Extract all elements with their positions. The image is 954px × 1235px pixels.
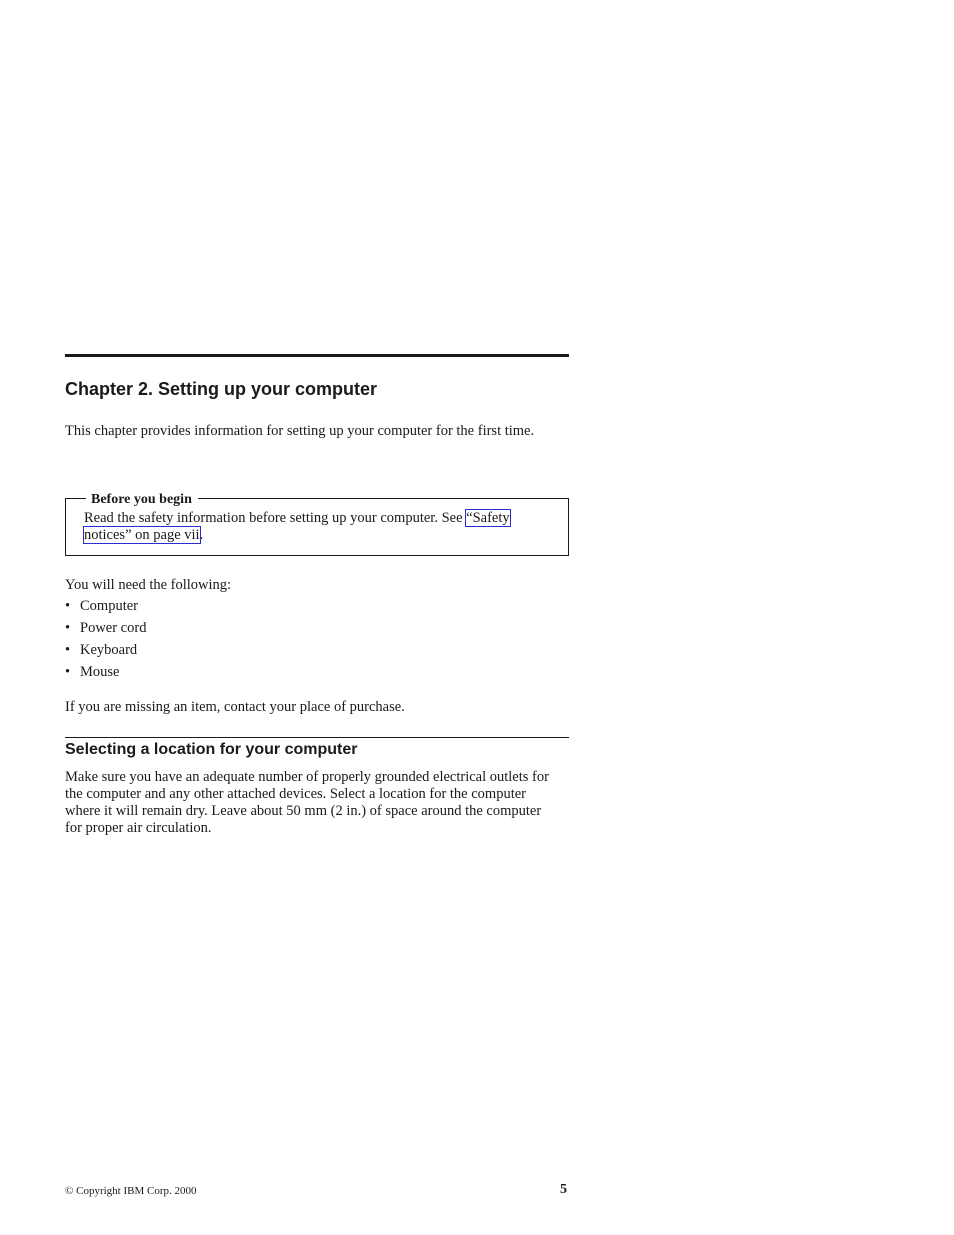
section-title: Selecting a location for your computer xyxy=(65,741,358,758)
list-item xyxy=(65,664,146,686)
list-item-label: Computer xyxy=(80,598,138,614)
list-item xyxy=(65,598,146,620)
page-number: 5 xyxy=(560,1182,567,1197)
chapter-intro: This chapter provides information for setting up your computer for the first time. xyxy=(65,423,535,439)
chapter-rule xyxy=(65,354,569,357)
list-item-label: Keyboard xyxy=(80,642,138,658)
chapter-title: Chapter 2. Setting up your computer xyxy=(65,379,378,399)
list-item-label: Power cord xyxy=(80,620,147,636)
before-you-begin-box xyxy=(65,492,569,556)
list-item-label: Mouse xyxy=(80,664,120,680)
needs-list xyxy=(65,598,146,686)
needs-intro: You will need the following: xyxy=(65,577,232,593)
safety-instruction-end: . xyxy=(199,527,204,543)
list-item xyxy=(65,620,146,642)
before-you-begin-text xyxy=(84,510,554,544)
bullet: • xyxy=(65,598,71,614)
before-you-begin-label: Before you begin xyxy=(86,492,198,508)
section-rule xyxy=(65,737,569,738)
list-item xyxy=(65,642,146,664)
safety-notices-link[interactable]: “Safety notices” on page vii xyxy=(84,510,510,543)
bullet: • xyxy=(65,642,71,658)
location-section-text: Make sure you have an adequate number of properly grounded electrical outlets for the computer and any other attached devices. Select a location for the computer where it will remain dry. Leave about 50 mm (2 in.) of space around the computer for proper air circulation. xyxy=(65,769,549,836)
safety-instruction-text: Read the safety information before setting up your computer. See xyxy=(84,510,467,526)
missing-item-note: If you are missing an item, contact your place of purchase. xyxy=(65,699,405,715)
bullet: • xyxy=(65,664,71,680)
bullet: • xyxy=(65,620,71,636)
copyright: © Copyright IBM Corp. 2000 xyxy=(65,1185,197,1197)
